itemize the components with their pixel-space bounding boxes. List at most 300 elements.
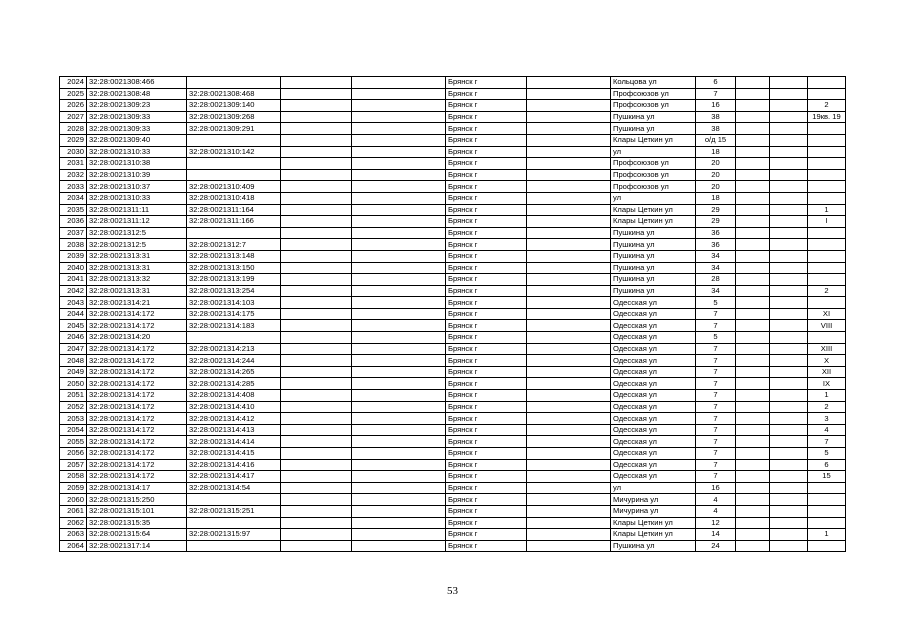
cell-col-11 bbox=[770, 378, 808, 390]
cell-sub-cadastral-number: 32:28:0021314:415 bbox=[187, 448, 281, 460]
cell-col-5 bbox=[352, 169, 446, 181]
cell-street: Профсоюзов ул bbox=[611, 100, 696, 112]
cell-row-number: 2053 bbox=[60, 413, 87, 425]
cell-col-4 bbox=[281, 320, 352, 332]
cell-col-10 bbox=[736, 540, 770, 552]
table-row bbox=[60, 308, 846, 320]
cell-col-10 bbox=[736, 378, 770, 390]
table-row bbox=[60, 250, 846, 262]
table-row bbox=[60, 227, 846, 239]
cell-sub-cadastral-number bbox=[187, 540, 281, 552]
cell-col-7 bbox=[527, 401, 611, 413]
cell-cadastral-number: 32:28:0021313:31 bbox=[87, 250, 187, 262]
cell-col-4 bbox=[281, 192, 352, 204]
cell-row-number: 2063 bbox=[60, 529, 87, 541]
table-row bbox=[60, 320, 846, 332]
cell-col-10 bbox=[736, 274, 770, 286]
cell-col-7 bbox=[527, 482, 611, 494]
cell-col-10 bbox=[736, 505, 770, 517]
cell-col-11 bbox=[770, 250, 808, 262]
cell-apartment: VIII bbox=[808, 320, 846, 332]
cell-city: Брянск г bbox=[446, 505, 527, 517]
cell-street: Пушкина ул bbox=[611, 285, 696, 297]
cell-house-number: 34 bbox=[696, 262, 736, 274]
cell-col-5 bbox=[352, 262, 446, 274]
table-row bbox=[60, 134, 846, 146]
cell-house-number: 7 bbox=[696, 378, 736, 390]
cell-col-4 bbox=[281, 204, 352, 216]
cell-col-4 bbox=[281, 378, 352, 390]
cell-col-10 bbox=[736, 88, 770, 100]
cell-col-4 bbox=[281, 239, 352, 251]
cell-house-number: 7 bbox=[696, 424, 736, 436]
cell-house-number: 5 bbox=[696, 332, 736, 344]
cell-col-11 bbox=[770, 158, 808, 170]
table-row bbox=[60, 517, 846, 529]
cell-sub-cadastral-number bbox=[187, 494, 281, 506]
table-row bbox=[60, 494, 846, 506]
cell-house-number: 29 bbox=[696, 204, 736, 216]
cell-city: Брянск г bbox=[446, 378, 527, 390]
cell-col-4 bbox=[281, 88, 352, 100]
cell-col-4 bbox=[281, 297, 352, 309]
cell-cadastral-number: 32:28:0021315:101 bbox=[87, 505, 187, 517]
cell-city: Брянск г bbox=[446, 448, 527, 460]
cell-city: Брянск г bbox=[446, 192, 527, 204]
cell-house-number: 34 bbox=[696, 285, 736, 297]
cell-street: Профсоюзов ул bbox=[611, 169, 696, 181]
cell-col-4 bbox=[281, 285, 352, 297]
cell-col-7 bbox=[527, 100, 611, 112]
cell-col-10 bbox=[736, 227, 770, 239]
cell-col-7 bbox=[527, 448, 611, 460]
cell-house-number: 18 bbox=[696, 192, 736, 204]
cell-cadastral-number: 32:28:0021314:172 bbox=[87, 424, 187, 436]
cell-col-4 bbox=[281, 227, 352, 239]
cell-street: ул bbox=[611, 482, 696, 494]
cell-col-4 bbox=[281, 262, 352, 274]
cell-sub-cadastral-number: 32:28:0021314:213 bbox=[187, 343, 281, 355]
cell-col-10 bbox=[736, 285, 770, 297]
cell-col-10 bbox=[736, 250, 770, 262]
cell-city: Брянск г bbox=[446, 494, 527, 506]
cell-house-number: 36 bbox=[696, 227, 736, 239]
cell-cadastral-number: 32:28:0021309:33 bbox=[87, 123, 187, 135]
cell-col-11 bbox=[770, 529, 808, 541]
cell-street: Одесская ул bbox=[611, 308, 696, 320]
cell-street: Мичурина ул bbox=[611, 494, 696, 506]
cell-col-7 bbox=[527, 320, 611, 332]
cell-apartment: 1 bbox=[808, 390, 846, 402]
table-row bbox=[60, 529, 846, 541]
cell-col-10 bbox=[736, 355, 770, 367]
cell-row-number: 2049 bbox=[60, 366, 87, 378]
cell-col-11 bbox=[770, 216, 808, 228]
cell-apartment bbox=[808, 134, 846, 146]
cell-col-7 bbox=[527, 378, 611, 390]
cell-city: Брянск г bbox=[446, 343, 527, 355]
cell-cadastral-number: 32:28:0021311:12 bbox=[87, 216, 187, 228]
cell-cadastral-number: 32:28:0021310:39 bbox=[87, 169, 187, 181]
cell-col-5 bbox=[352, 366, 446, 378]
table-row bbox=[60, 390, 846, 402]
table-row bbox=[60, 401, 846, 413]
cell-street: Пушкина ул bbox=[611, 262, 696, 274]
cell-col-7 bbox=[527, 424, 611, 436]
cell-col-11 bbox=[770, 192, 808, 204]
table-row bbox=[60, 100, 846, 112]
cell-apartment bbox=[808, 123, 846, 135]
cell-apartment bbox=[808, 239, 846, 251]
cell-apartment: 2 bbox=[808, 100, 846, 112]
cell-cadastral-number: 32:28:0021314:172 bbox=[87, 459, 187, 471]
table-row bbox=[60, 169, 846, 181]
cell-apartment bbox=[808, 181, 846, 193]
cell-col-7 bbox=[527, 192, 611, 204]
cell-sub-cadastral-number: 32:28:0021314:244 bbox=[187, 355, 281, 367]
cell-street: Клары Цеткин ул bbox=[611, 204, 696, 216]
cell-row-number: 2026 bbox=[60, 100, 87, 112]
cell-col-11 bbox=[770, 274, 808, 286]
cell-col-10 bbox=[736, 181, 770, 193]
cell-row-number: 2047 bbox=[60, 343, 87, 355]
cell-cadastral-number: 32:28:0021310:38 bbox=[87, 158, 187, 170]
cell-col-7 bbox=[527, 250, 611, 262]
cell-col-11 bbox=[770, 123, 808, 135]
property-register-table bbox=[59, 76, 846, 552]
cell-col-10 bbox=[736, 111, 770, 123]
cell-col-11 bbox=[770, 100, 808, 112]
cell-city: Брянск г bbox=[446, 401, 527, 413]
cell-street: Пушкина ул bbox=[611, 540, 696, 552]
cell-city: Брянск г bbox=[446, 250, 527, 262]
cell-city: Брянск г bbox=[446, 239, 527, 251]
cell-street: Кольцова ул bbox=[611, 77, 696, 89]
cell-row-number: 2031 bbox=[60, 158, 87, 170]
cell-city: Брянск г bbox=[446, 158, 527, 170]
cell-city: Брянск г bbox=[446, 169, 527, 181]
cell-col-7 bbox=[527, 343, 611, 355]
cell-row-number: 2054 bbox=[60, 424, 87, 436]
table-row bbox=[60, 158, 846, 170]
cell-cadastral-number: 32:28:0021314:172 bbox=[87, 355, 187, 367]
cell-row-number: 2027 bbox=[60, 111, 87, 123]
cell-street: Пушкина ул bbox=[611, 227, 696, 239]
cell-col-10 bbox=[736, 77, 770, 89]
cell-col-5 bbox=[352, 343, 446, 355]
cell-apartment bbox=[808, 77, 846, 89]
cell-col-10 bbox=[736, 192, 770, 204]
cell-street: Пушкина ул bbox=[611, 239, 696, 251]
cell-street: Одесская ул bbox=[611, 448, 696, 460]
cell-sub-cadastral-number: 32:28:0021313:199 bbox=[187, 274, 281, 286]
cell-col-7 bbox=[527, 471, 611, 483]
cell-col-5 bbox=[352, 517, 446, 529]
cell-col-5 bbox=[352, 250, 446, 262]
cell-apartment: 7 bbox=[808, 436, 846, 448]
cell-house-number: 7 bbox=[696, 88, 736, 100]
cell-sub-cadastral-number: 32:28:0021311:164 bbox=[187, 204, 281, 216]
cell-col-10 bbox=[736, 529, 770, 541]
cell-col-10 bbox=[736, 366, 770, 378]
cell-col-5 bbox=[352, 320, 446, 332]
cell-col-7 bbox=[527, 332, 611, 344]
cell-col-10 bbox=[736, 390, 770, 402]
cell-sub-cadastral-number: 32:28:0021309:291 bbox=[187, 123, 281, 135]
cell-col-5 bbox=[352, 239, 446, 251]
cell-col-11 bbox=[770, 285, 808, 297]
cell-col-11 bbox=[770, 459, 808, 471]
cell-cadastral-number: 32:28:0021314:172 bbox=[87, 471, 187, 483]
cell-col-11 bbox=[770, 401, 808, 413]
cell-sub-cadastral-number: 32:28:0021310:418 bbox=[187, 192, 281, 204]
cell-street: Пушкина ул bbox=[611, 111, 696, 123]
cell-col-4 bbox=[281, 181, 352, 193]
table-row bbox=[60, 459, 846, 471]
cell-apartment: 2 bbox=[808, 285, 846, 297]
cell-sub-cadastral-number: 32:28:0021309:268 bbox=[187, 111, 281, 123]
cell-cadastral-number: 32:28:0021314:17 bbox=[87, 482, 187, 494]
cell-col-5 bbox=[352, 111, 446, 123]
cell-row-number: 2052 bbox=[60, 401, 87, 413]
table-row bbox=[60, 505, 846, 517]
cell-col-10 bbox=[736, 343, 770, 355]
cell-row-number: 2044 bbox=[60, 308, 87, 320]
cell-city: Брянск г bbox=[446, 77, 527, 89]
table-row bbox=[60, 146, 846, 158]
cell-city: Брянск г bbox=[446, 529, 527, 541]
cell-apartment bbox=[808, 88, 846, 100]
cell-row-number: 2051 bbox=[60, 390, 87, 402]
cell-col-10 bbox=[736, 262, 770, 274]
cell-apartment bbox=[808, 482, 846, 494]
cell-city: Брянск г bbox=[446, 134, 527, 146]
cell-col-10 bbox=[736, 146, 770, 158]
cell-city: Брянск г bbox=[446, 540, 527, 552]
cell-col-10 bbox=[736, 332, 770, 344]
cell-sub-cadastral-number: 32:28:0021314:54 bbox=[187, 482, 281, 494]
cell-col-7 bbox=[527, 274, 611, 286]
cell-row-number: 2056 bbox=[60, 448, 87, 460]
cell-sub-cadastral-number bbox=[187, 158, 281, 170]
cell-cadastral-number: 32:28:0021314:172 bbox=[87, 343, 187, 355]
cell-apartment: X bbox=[808, 355, 846, 367]
table-row bbox=[60, 366, 846, 378]
cell-apartment: 15 bbox=[808, 471, 846, 483]
cell-apartment bbox=[808, 250, 846, 262]
cell-sub-cadastral-number: 32:28:0021308:468 bbox=[187, 88, 281, 100]
cell-col-4 bbox=[281, 100, 352, 112]
cell-street: ул bbox=[611, 146, 696, 158]
cell-col-11 bbox=[770, 297, 808, 309]
cell-col-5 bbox=[352, 192, 446, 204]
cell-house-number: 7 bbox=[696, 459, 736, 471]
table-row bbox=[60, 436, 846, 448]
cell-col-5 bbox=[352, 355, 446, 367]
cell-row-number: 2059 bbox=[60, 482, 87, 494]
cell-col-7 bbox=[527, 216, 611, 228]
cell-col-11 bbox=[770, 482, 808, 494]
cell-col-11 bbox=[770, 77, 808, 89]
cell-col-7 bbox=[527, 88, 611, 100]
cell-col-7 bbox=[527, 146, 611, 158]
cell-cadastral-number: 32:28:0021309:40 bbox=[87, 134, 187, 146]
table-row bbox=[60, 262, 846, 274]
cell-col-5 bbox=[352, 216, 446, 228]
table-row bbox=[60, 181, 846, 193]
cell-col-10 bbox=[736, 424, 770, 436]
cell-col-10 bbox=[736, 100, 770, 112]
cell-col-11 bbox=[770, 88, 808, 100]
cell-col-7 bbox=[527, 308, 611, 320]
cell-col-5 bbox=[352, 100, 446, 112]
cell-col-10 bbox=[736, 320, 770, 332]
cell-house-number: 7 bbox=[696, 471, 736, 483]
cell-col-5 bbox=[352, 274, 446, 286]
cell-city: Брянск г bbox=[446, 204, 527, 216]
cell-sub-cadastral-number: 32:28:0021314:408 bbox=[187, 390, 281, 402]
cell-col-11 bbox=[770, 448, 808, 460]
cell-house-number: 12 bbox=[696, 517, 736, 529]
table-row bbox=[60, 424, 846, 436]
cell-apartment: XI bbox=[808, 308, 846, 320]
cell-cadastral-number: 32:28:0021314:21 bbox=[87, 297, 187, 309]
cell-col-11 bbox=[770, 134, 808, 146]
cell-col-7 bbox=[527, 413, 611, 425]
cell-city: Брянск г bbox=[446, 320, 527, 332]
cell-col-5 bbox=[352, 471, 446, 483]
cell-row-number: 2040 bbox=[60, 262, 87, 274]
cell-col-5 bbox=[352, 459, 446, 471]
cell-row-number: 2062 bbox=[60, 517, 87, 529]
cell-apartment bbox=[808, 227, 846, 239]
table-row bbox=[60, 88, 846, 100]
cell-col-11 bbox=[770, 366, 808, 378]
cell-col-10 bbox=[736, 169, 770, 181]
cell-col-7 bbox=[527, 181, 611, 193]
cell-col-10 bbox=[736, 401, 770, 413]
cell-city: Брянск г bbox=[446, 390, 527, 402]
cell-col-10 bbox=[736, 494, 770, 506]
cell-apartment: 1 bbox=[808, 204, 846, 216]
cell-col-5 bbox=[352, 332, 446, 344]
cell-city: Брянск г bbox=[446, 100, 527, 112]
cell-row-number: 2035 bbox=[60, 204, 87, 216]
cell-street: Одесская ул bbox=[611, 459, 696, 471]
cell-city: Брянск г bbox=[446, 181, 527, 193]
cell-cadastral-number: 32:28:0021315:250 bbox=[87, 494, 187, 506]
cell-city: Брянск г bbox=[446, 227, 527, 239]
cell-col-5 bbox=[352, 146, 446, 158]
cell-street: Одесская ул bbox=[611, 332, 696, 344]
cell-sub-cadastral-number bbox=[187, 77, 281, 89]
cell-cadastral-number: 32:28:0021315:64 bbox=[87, 529, 187, 541]
cell-col-5 bbox=[352, 134, 446, 146]
cell-sub-cadastral-number bbox=[187, 517, 281, 529]
cell-col-4 bbox=[281, 505, 352, 517]
cell-city: Брянск г bbox=[446, 471, 527, 483]
cell-apartment: XII bbox=[808, 366, 846, 378]
cell-city: Брянск г bbox=[446, 111, 527, 123]
table-row bbox=[60, 239, 846, 251]
cell-col-4 bbox=[281, 169, 352, 181]
table-row bbox=[60, 77, 846, 89]
cell-col-11 bbox=[770, 239, 808, 251]
cell-city: Брянск г bbox=[446, 436, 527, 448]
cell-city: Брянск г bbox=[446, 366, 527, 378]
cell-col-4 bbox=[281, 366, 352, 378]
table-body bbox=[60, 77, 846, 552]
cell-house-number: 5 bbox=[696, 297, 736, 309]
cell-house-number: 29 bbox=[696, 216, 736, 228]
cell-apartment bbox=[808, 262, 846, 274]
cell-col-7 bbox=[527, 158, 611, 170]
cell-apartment: 3 bbox=[808, 413, 846, 425]
cell-cadastral-number: 32:28:0021314:172 bbox=[87, 413, 187, 425]
cell-city: Брянск г bbox=[446, 332, 527, 344]
cell-col-4 bbox=[281, 471, 352, 483]
cell-col-10 bbox=[736, 216, 770, 228]
cell-col-7 bbox=[527, 297, 611, 309]
cell-cadastral-number: 32:28:0021309:23 bbox=[87, 100, 187, 112]
cell-house-number: 20 bbox=[696, 181, 736, 193]
cell-col-10 bbox=[736, 448, 770, 460]
cell-col-4 bbox=[281, 459, 352, 471]
cell-col-4 bbox=[281, 482, 352, 494]
cell-house-number: 7 bbox=[696, 355, 736, 367]
cell-cadastral-number: 32:28:0021314:20 bbox=[87, 332, 187, 344]
cell-col-5 bbox=[352, 505, 446, 517]
cell-street: Одесская ул bbox=[611, 390, 696, 402]
cell-sub-cadastral-number: 32:28:0021315:97 bbox=[187, 529, 281, 541]
cell-col-4 bbox=[281, 123, 352, 135]
cell-col-11 bbox=[770, 320, 808, 332]
cell-row-number: 2038 bbox=[60, 239, 87, 251]
cell-cadastral-number: 32:28:0021312:5 bbox=[87, 227, 187, 239]
cell-street: Одесская ул bbox=[611, 413, 696, 425]
cell-col-5 bbox=[352, 448, 446, 460]
cell-row-number: 2028 bbox=[60, 123, 87, 135]
cell-city: Брянск г bbox=[446, 355, 527, 367]
cell-apartment bbox=[808, 146, 846, 158]
cell-col-7 bbox=[527, 436, 611, 448]
cell-cadastral-number: 32:28:0021311:11 bbox=[87, 204, 187, 216]
cell-street: Профсоюзов ул bbox=[611, 158, 696, 170]
cell-apartment: 2 bbox=[808, 401, 846, 413]
cell-street: Профсоюзов ул bbox=[611, 181, 696, 193]
cell-col-11 bbox=[770, 227, 808, 239]
cell-sub-cadastral-number bbox=[187, 134, 281, 146]
cell-sub-cadastral-number: 32:28:0021310:142 bbox=[187, 146, 281, 158]
cell-col-7 bbox=[527, 390, 611, 402]
cell-col-10 bbox=[736, 413, 770, 425]
cell-col-5 bbox=[352, 482, 446, 494]
cell-house-number: 24 bbox=[696, 540, 736, 552]
cell-house-number: 7 bbox=[696, 366, 736, 378]
cell-house-number: 7 bbox=[696, 390, 736, 402]
table-row bbox=[60, 332, 846, 344]
cell-apartment: XIII bbox=[808, 343, 846, 355]
cell-cadastral-number: 32:28:0021310:33 bbox=[87, 192, 187, 204]
cell-col-5 bbox=[352, 158, 446, 170]
cell-house-number: 6 bbox=[696, 77, 736, 89]
cell-col-4 bbox=[281, 401, 352, 413]
table-row bbox=[60, 448, 846, 460]
cell-apartment bbox=[808, 494, 846, 506]
cell-col-5 bbox=[352, 297, 446, 309]
cell-col-7 bbox=[527, 517, 611, 529]
cell-cadastral-number: 32:28:0021317:14 bbox=[87, 540, 187, 552]
